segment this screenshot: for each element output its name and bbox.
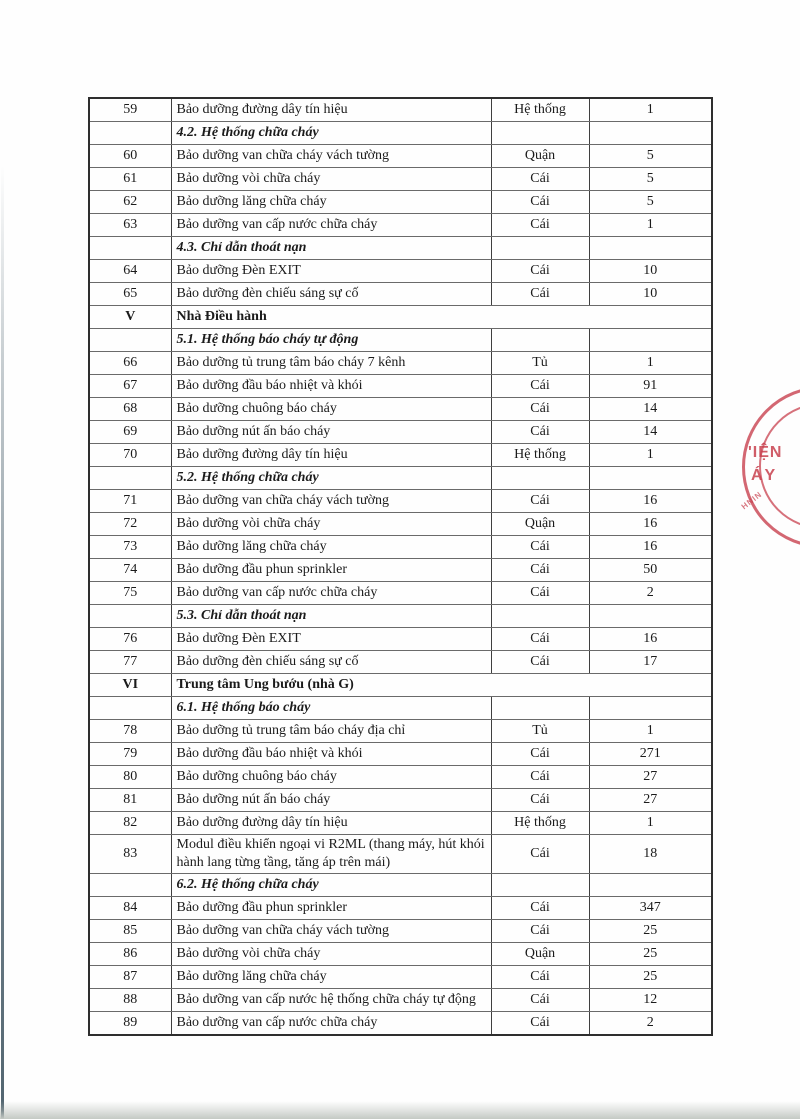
quantity-cell: 16 bbox=[589, 536, 712, 559]
table-row bbox=[89, 697, 712, 720]
quantity-cell: 16 bbox=[589, 628, 712, 651]
table-row bbox=[89, 191, 712, 214]
table-row bbox=[89, 559, 712, 582]
table-row bbox=[89, 283, 712, 306]
table-row bbox=[89, 513, 712, 536]
description-cell: Bảo dưỡng tủ trung tâm báo cháy địa chỉ bbox=[171, 720, 491, 743]
row-number-cell bbox=[89, 605, 171, 628]
section-title-cell: 5.2. Hệ thống chữa cháy bbox=[171, 467, 491, 490]
unit-cell: Cái bbox=[491, 766, 589, 789]
description-cell: Bảo dưỡng đầu báo nhiệt và khói bbox=[171, 743, 491, 766]
row-number-cell: 74 bbox=[89, 559, 171, 582]
section-title-cell: 5.3. Chỉ dẫn thoát nạn bbox=[171, 605, 491, 628]
table-row bbox=[89, 98, 712, 122]
unit-cell: Cái bbox=[491, 920, 589, 943]
quantity-cell bbox=[589, 697, 712, 720]
description-cell: Bảo dưỡng van chữa cháy vách tường bbox=[171, 920, 491, 943]
unit-cell: Cái bbox=[491, 283, 589, 306]
row-number-cell bbox=[89, 237, 171, 260]
table-row bbox=[89, 168, 712, 191]
row-number-cell: 81 bbox=[89, 789, 171, 812]
description-cell: Bảo dưỡng đầu phun sprinkler bbox=[171, 897, 491, 920]
unit-cell: Quận bbox=[491, 513, 589, 536]
row-number-cell: 86 bbox=[89, 943, 171, 966]
quantity-cell: 18 bbox=[589, 835, 712, 874]
description-cell: Bảo dưỡng van cấp nước chữa cháy bbox=[171, 214, 491, 237]
unit-cell: Cái bbox=[491, 897, 589, 920]
table-row bbox=[89, 421, 712, 444]
quantity-cell: 2 bbox=[589, 1012, 712, 1036]
scan-edge-artifact bbox=[1, 165, 4, 1119]
table-row bbox=[89, 214, 712, 237]
row-number-cell: 83 bbox=[89, 835, 171, 874]
description-cell: Bảo dưỡng nút ấn báo cháy bbox=[171, 421, 491, 444]
row-number-cell: 80 bbox=[89, 766, 171, 789]
row-number-cell bbox=[89, 697, 171, 720]
quantity-cell: 1 bbox=[589, 352, 712, 375]
scan-bottom-shadow bbox=[0, 1101, 800, 1119]
row-number-cell: 88 bbox=[89, 989, 171, 1012]
description-cell: Bảo dưỡng van cấp nước hệ thống chữa cháy tự động bbox=[171, 989, 491, 1012]
unit-cell: Tủ bbox=[491, 352, 589, 375]
table-row bbox=[89, 490, 712, 513]
description-cell: Bảo dưỡng chuông báo cháy bbox=[171, 398, 491, 421]
row-number-cell: 82 bbox=[89, 812, 171, 835]
group-title-cell: Trung tâm Ung bướu (nhà G) bbox=[171, 674, 712, 697]
row-number-cell: 61 bbox=[89, 168, 171, 191]
description-cell: Bảo dưỡng đường dây tín hiệu bbox=[171, 812, 491, 835]
table-row bbox=[89, 582, 712, 605]
quantity-cell: 5 bbox=[589, 191, 712, 214]
unit-cell: Cái bbox=[491, 375, 589, 398]
stamp-inner-ring-icon bbox=[759, 403, 800, 529]
quantity-cell: 1 bbox=[589, 720, 712, 743]
stamp-text-fragment: 'IỆN bbox=[748, 444, 783, 461]
description-cell: Bảo dưỡng đầu phun sprinkler bbox=[171, 559, 491, 582]
row-number-cell: 72 bbox=[89, 513, 171, 536]
unit-cell: Hệ thống bbox=[491, 444, 589, 467]
stamp-text-fragment: ÁY bbox=[751, 467, 778, 484]
stamp-outer-ring-icon bbox=[739, 386, 800, 548]
unit-cell: Cái bbox=[491, 398, 589, 421]
row-number-cell: 67 bbox=[89, 375, 171, 398]
table-row bbox=[89, 789, 712, 812]
row-number-cell: V bbox=[89, 306, 171, 329]
description-cell: Bảo dưỡng nút ấn báo cháy bbox=[171, 789, 491, 812]
quantity-cell: 27 bbox=[589, 789, 712, 812]
quantity-cell: 25 bbox=[589, 966, 712, 989]
unit-cell bbox=[491, 467, 589, 490]
unit-cell: Cái bbox=[491, 835, 589, 874]
row-number-cell bbox=[89, 874, 171, 897]
description-cell: Bảo dưỡng vòi chữa cháy bbox=[171, 168, 491, 191]
unit-cell bbox=[491, 329, 589, 352]
table-row bbox=[89, 651, 712, 674]
row-number-cell: 69 bbox=[89, 421, 171, 444]
unit-cell: Cái bbox=[491, 789, 589, 812]
description-cell: Bảo dưỡng van cấp nước chữa cháy bbox=[171, 582, 491, 605]
unit-cell: Cái bbox=[491, 260, 589, 283]
unit-cell: Cái bbox=[491, 582, 589, 605]
unit-cell: Cái bbox=[491, 191, 589, 214]
unit-cell: Cái bbox=[491, 490, 589, 513]
unit-cell: Cái bbox=[491, 168, 589, 191]
row-number-cell: 77 bbox=[89, 651, 171, 674]
table-row bbox=[89, 398, 712, 421]
table-row bbox=[89, 605, 712, 628]
row-number-cell: 75 bbox=[89, 582, 171, 605]
quantity-cell: 1 bbox=[589, 812, 712, 835]
unit-cell: Hệ thống bbox=[491, 812, 589, 835]
unit-cell: Cái bbox=[491, 536, 589, 559]
row-number-cell: 89 bbox=[89, 1012, 171, 1036]
table-row bbox=[89, 467, 712, 490]
unit-cell: Hệ thống bbox=[491, 98, 589, 122]
quantity-cell: 25 bbox=[589, 943, 712, 966]
table-row bbox=[89, 966, 712, 989]
table-row bbox=[89, 920, 712, 943]
description-cell: Bảo dưỡng đầu báo nhiệt và khói bbox=[171, 375, 491, 398]
unit-cell: Cái bbox=[491, 966, 589, 989]
quantity-cell: 27 bbox=[589, 766, 712, 789]
quantity-cell bbox=[589, 329, 712, 352]
row-number-cell bbox=[89, 467, 171, 490]
section-title-cell: 4.2. Hệ thống chữa cháy bbox=[171, 122, 491, 145]
unit-cell: Quận bbox=[491, 145, 589, 168]
quantity-cell bbox=[589, 237, 712, 260]
quantity-cell: 2 bbox=[589, 582, 712, 605]
quantity-cell: 271 bbox=[589, 743, 712, 766]
row-number-cell: 73 bbox=[89, 536, 171, 559]
unit-cell: Quận bbox=[491, 943, 589, 966]
table-row bbox=[89, 536, 712, 559]
quantity-cell: 16 bbox=[589, 490, 712, 513]
table-row bbox=[89, 237, 712, 260]
row-number-cell: VI bbox=[89, 674, 171, 697]
table-row bbox=[89, 122, 712, 145]
table-row bbox=[89, 720, 712, 743]
row-number-cell: 66 bbox=[89, 352, 171, 375]
table-row bbox=[89, 352, 712, 375]
row-number-cell: 87 bbox=[89, 966, 171, 989]
row-number-cell bbox=[89, 329, 171, 352]
description-cell: Bảo dưỡng chuông báo cháy bbox=[171, 766, 491, 789]
group-title-cell: Nhà Điều hành bbox=[171, 306, 712, 329]
quantity-cell: 25 bbox=[589, 920, 712, 943]
description-cell: Bảo dưỡng đường dây tín hiệu bbox=[171, 98, 491, 122]
row-number-cell: 62 bbox=[89, 191, 171, 214]
description-cell: Bảo dưỡng tủ trung tâm báo cháy 7 kênh bbox=[171, 352, 491, 375]
row-number-cell: 63 bbox=[89, 214, 171, 237]
quantity-cell: 5 bbox=[589, 145, 712, 168]
unit-cell bbox=[491, 237, 589, 260]
quantity-cell: 12 bbox=[589, 989, 712, 1012]
stamp-text-fragment: HNIN bbox=[739, 489, 764, 512]
quantity-cell: 5 bbox=[589, 168, 712, 191]
quantity-cell: 50 bbox=[589, 559, 712, 582]
quantity-cell: 91 bbox=[589, 375, 712, 398]
quantity-cell: 10 bbox=[589, 283, 712, 306]
unit-cell: Cái bbox=[491, 214, 589, 237]
table-row bbox=[89, 329, 712, 352]
table-row bbox=[89, 260, 712, 283]
quantity-cell: 1 bbox=[589, 214, 712, 237]
section-title-cell: 6.1. Hệ thống báo cháy bbox=[171, 697, 491, 720]
description-cell: Bảo dưỡng vòi chữa cháy bbox=[171, 943, 491, 966]
maintenance-schedule-table bbox=[88, 97, 713, 1036]
unit-cell: Cái bbox=[491, 651, 589, 674]
table-row bbox=[89, 306, 712, 329]
quantity-cell: 14 bbox=[589, 398, 712, 421]
quantity-cell: 347 bbox=[589, 897, 712, 920]
table-row bbox=[89, 444, 712, 467]
table-row bbox=[89, 874, 712, 897]
unit-cell: Cái bbox=[491, 743, 589, 766]
quantity-cell bbox=[589, 874, 712, 897]
unit-cell: Cái bbox=[491, 628, 589, 651]
description-cell: Bảo dưỡng lăng chữa cháy bbox=[171, 966, 491, 989]
description-cell: Bảo dưỡng vòi chữa cháy bbox=[171, 513, 491, 536]
row-number-cell bbox=[89, 122, 171, 145]
table-row bbox=[89, 375, 712, 398]
table-row bbox=[89, 1012, 712, 1036]
table-body bbox=[89, 98, 712, 1035]
quantity-cell bbox=[589, 122, 712, 145]
quantity-cell: 10 bbox=[589, 260, 712, 283]
unit-cell: Cái bbox=[491, 989, 589, 1012]
section-title-cell: 5.1. Hệ thống báo cháy tự động bbox=[171, 329, 491, 352]
row-number-cell: 59 bbox=[89, 98, 171, 122]
row-number-cell: 68 bbox=[89, 398, 171, 421]
quantity-cell bbox=[589, 605, 712, 628]
description-cell: Bảo dưỡng đèn chiếu sáng sự cố bbox=[171, 651, 491, 674]
table-row bbox=[89, 674, 712, 697]
row-number-cell: 71 bbox=[89, 490, 171, 513]
row-number-cell: 78 bbox=[89, 720, 171, 743]
quantity-cell: 1 bbox=[589, 444, 712, 467]
table-row bbox=[89, 812, 712, 835]
description-cell: Bảo dưỡng lăng chữa cháy bbox=[171, 191, 491, 214]
table-row bbox=[89, 943, 712, 966]
unit-cell: Cái bbox=[491, 559, 589, 582]
quantity-cell: 17 bbox=[589, 651, 712, 674]
table-row bbox=[89, 897, 712, 920]
quantity-cell: 1 bbox=[589, 98, 712, 122]
description-cell: Bảo dưỡng Đèn EXIT bbox=[171, 628, 491, 651]
table-row bbox=[89, 628, 712, 651]
table-row bbox=[89, 989, 712, 1012]
unit-cell bbox=[491, 605, 589, 628]
unit-cell: Cái bbox=[491, 1012, 589, 1036]
description-cell: Bảo dưỡng van cấp nước chữa cháy bbox=[171, 1012, 491, 1036]
row-number-cell: 76 bbox=[89, 628, 171, 651]
description-cell: Bảo dưỡng van chữa cháy vách tường bbox=[171, 490, 491, 513]
row-number-cell: 60 bbox=[89, 145, 171, 168]
table-row bbox=[89, 743, 712, 766]
row-number-cell: 65 bbox=[89, 283, 171, 306]
table-row bbox=[89, 766, 712, 789]
unit-cell bbox=[491, 874, 589, 897]
description-cell: Bảo dưỡng Đèn EXIT bbox=[171, 260, 491, 283]
quantity-cell: 14 bbox=[589, 421, 712, 444]
quantity-cell bbox=[589, 467, 712, 490]
unit-cell: Cái bbox=[491, 421, 589, 444]
table-row bbox=[89, 835, 712, 874]
row-number-cell: 64 bbox=[89, 260, 171, 283]
unit-cell bbox=[491, 697, 589, 720]
section-title-cell: 6.2. Hệ thống chữa cháy bbox=[171, 874, 491, 897]
row-number-cell: 79 bbox=[89, 743, 171, 766]
row-number-cell: 70 bbox=[89, 444, 171, 467]
description-cell: Bảo dưỡng lăng chữa cháy bbox=[171, 536, 491, 559]
section-title-cell: 4.3. Chỉ dẫn thoát nạn bbox=[171, 237, 491, 260]
row-number-cell: 85 bbox=[89, 920, 171, 943]
description-cell: Bảo dưỡng đường dây tín hiệu bbox=[171, 444, 491, 467]
unit-cell bbox=[491, 122, 589, 145]
unit-cell: Tủ bbox=[491, 720, 589, 743]
row-number-cell: 84 bbox=[89, 897, 171, 920]
description-cell: Bảo dưỡng đèn chiếu sáng sự cố bbox=[171, 283, 491, 306]
quantity-cell: 16 bbox=[589, 513, 712, 536]
description-cell: Modul điều khiển ngoại vi R2ML (thang máy, hút khói hành lang từng tầng, tăng áp trên mái) bbox=[171, 835, 491, 874]
table-row bbox=[89, 145, 712, 168]
description-cell: Bảo dưỡng van chữa cháy vách tường bbox=[171, 145, 491, 168]
